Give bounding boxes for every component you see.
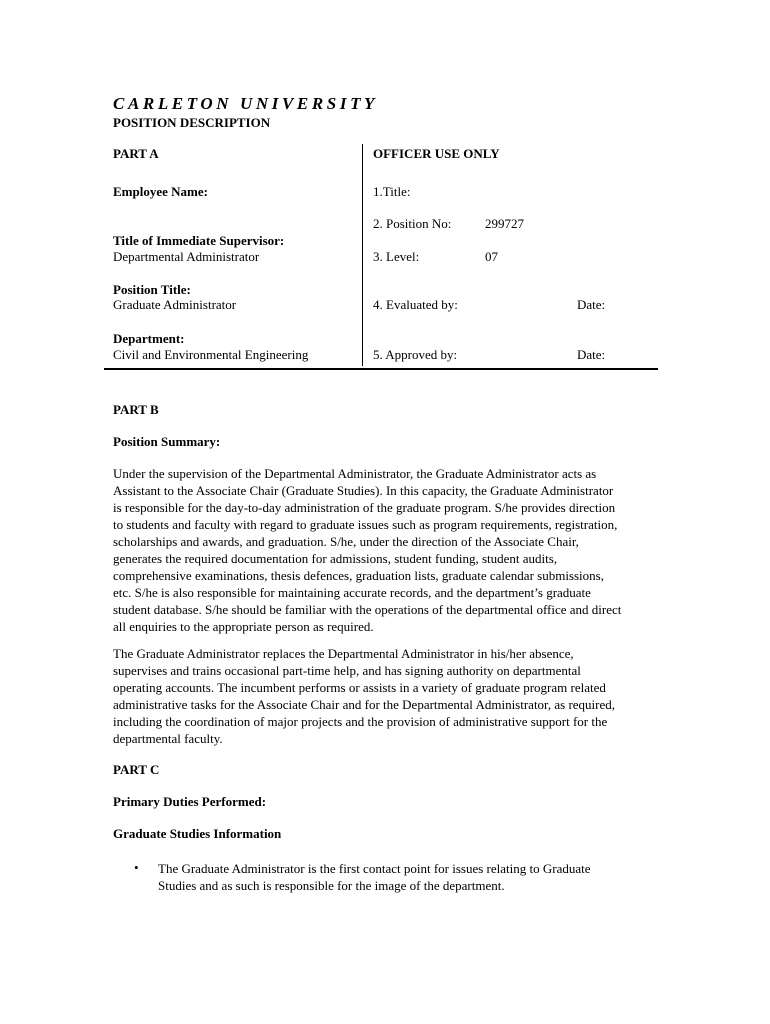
paragraph-line: to students and faculty with regard to graduate issues such as program requirements, registration, [113, 517, 618, 532]
position-title-label: Position Title: [113, 282, 191, 297]
paragraph-line: scholarships and awards, and graduation. S/he, under the direction of the Associate Chair, [113, 534, 579, 549]
supervisor-value: Departmental Administrator [113, 249, 260, 264]
section-divider [104, 368, 658, 370]
supervisor-label: Title of Immediate Supervisor: [113, 233, 285, 248]
part-c-heading: PART C [113, 762, 160, 777]
paragraph-line: The Graduate Administrator replaces the Departmental Administrator in his/her absence, [113, 646, 574, 661]
part-b-heading: PART B [113, 402, 159, 417]
paragraph-line: generates the required documentation for admissions, student funding, student audits, [113, 551, 558, 566]
graduate-studies-heading: Graduate Studies Information [113, 826, 282, 841]
approved-date-label: Date: [577, 347, 606, 362]
department-label: Department: [113, 331, 185, 346]
paragraph-line: departmental faculty. [113, 731, 223, 746]
paragraph-line: including the coordination of major projects and the provision of administrative support for the [113, 714, 608, 729]
document-title: POSITION DESCRIPTION [113, 115, 271, 130]
paragraph-line: Under the supervision of the Departmental Administrator, the Graduate Administrator acts as [113, 466, 597, 481]
evaluated-date-label: Date: [577, 297, 606, 312]
paragraph-line: etc. S/he is also responsible for maintaining accurate records, and the department’s graduate [113, 585, 591, 600]
paragraph-line: comprehensive examinations, thesis defences, graduation lists, graduate calendar submissions, [113, 568, 604, 583]
position-no-value: 299727 [485, 216, 524, 231]
summary-paragraph-1 [113, 465, 658, 635]
bullet-line: Studies and as such is responsible for the image of the department. [158, 878, 505, 893]
university-name: CARLETON UNIVERSITY [113, 94, 379, 113]
approved-by-label: 5. Approved by: [373, 347, 458, 362]
summary-paragraph-2 [113, 645, 658, 747]
officer-use-heading: OFFICER USE ONLY [373, 146, 500, 161]
bullet-line: The Graduate Administrator is the first contact point for issues relating to Graduate [158, 861, 591, 876]
title-label: 1.Title: [373, 184, 411, 199]
part-a-heading: PART A [113, 146, 159, 161]
column-divider [362, 144, 363, 366]
bullet-item [158, 860, 638, 894]
paragraph-line: operating accounts. The incumbent performs or assists in a variety of graduate program related [113, 680, 606, 695]
level-label: 3. Level: [373, 249, 420, 264]
employee-name-label: Employee Name: [113, 184, 208, 199]
paragraph-line: supervises and trains occasional part-time help, and has signing authority on departmental [113, 663, 581, 678]
department-value: Civil and Environmental Engineering [113, 347, 309, 362]
position-title-value: Graduate Administrator [113, 297, 237, 312]
level-value: 07 [485, 249, 498, 264]
bullet-icon: • [134, 860, 139, 875]
paragraph-line: student database. S/he should be familiar with the operations of the departmental office and direct [113, 602, 622, 617]
paragraph-line: administrative tasks for the Associate Chair and for the Departmental Administrator, as required, [113, 697, 616, 712]
paragraph-line: is responsible for the day-to-day administration of the graduate program. S/he provides direction [113, 500, 616, 515]
primary-duties-label: Primary Duties Performed: [113, 794, 267, 809]
paragraph-line: all enquiries to the appropriate person as required. [113, 619, 374, 634]
evaluated-by-label: 4. Evaluated by: [373, 297, 458, 312]
paragraph-line: Assistant to the Associate Chair (Graduate Studies). In this capacity, the Graduate Administrator [113, 483, 614, 498]
position-summary-label: Position Summary: [113, 434, 221, 449]
position-no-label: 2. Position No: [373, 216, 452, 231]
